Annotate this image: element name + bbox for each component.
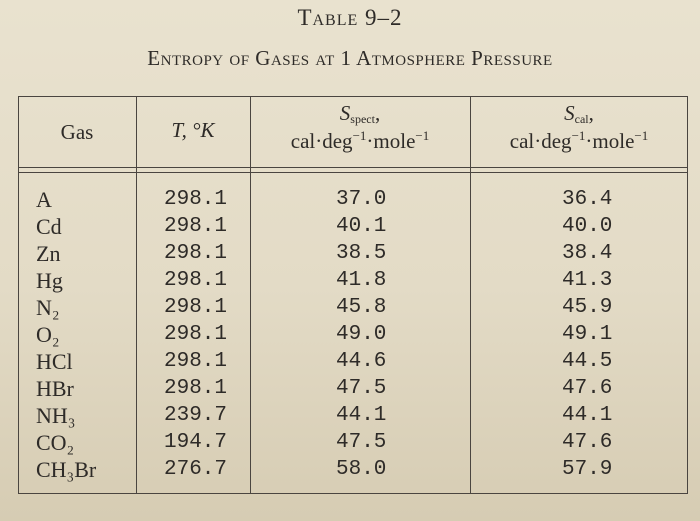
table-number: Table 9–2 [297,5,403,30]
s-cal-cell: 44.1 [562,404,613,427]
gas-cell: Zn [36,241,61,266]
header-temperature: T, °K [171,118,215,142]
s-cal-cell: 36.4 [562,188,613,211]
column-divider-2 [250,96,251,494]
s-spect-cell: 47.5 [336,377,387,400]
header-s-cal: $S_{cal}$, cal·deg$^{-1}$·mole$^{-1}$ [470,101,688,154]
temperature-cell: 276.7 [164,458,228,481]
s-spect-cell: 38.5 [336,242,387,265]
s-spect-cell: 37.0 [336,188,387,211]
s-spect-column [336,186,386,483]
gas-cell: CO₂ [36,430,75,455]
temperature-cell: 298.1 [164,377,228,400]
header-rule-bottom [18,172,688,173]
s-spect-cell: 47.5 [336,431,387,454]
s-cal-cell: 38.4 [562,242,613,265]
temperature-cell: 298.1 [164,242,228,265]
temperature-cell: 298.1 [164,350,228,373]
s-spect-cell: 45.8 [336,296,387,319]
gas-cell: CH₃Br [36,457,97,482]
temperature-cell: 298.1 [164,215,228,238]
s-cal-cell: 44.5 [562,350,613,373]
temperature-cell: 298.1 [164,323,228,346]
temperature-cell: 298.1 [164,296,228,319]
s-spect-cell: 44.6 [336,350,387,373]
s-cal-column [562,186,612,483]
gas-cell: Cd [36,214,62,239]
s-spect-cell: 40.1 [336,215,387,238]
gas-cell: HCl [36,349,73,374]
s-spect-cell: 58.0 [336,458,387,481]
s-cal-cell: 41.3 [562,269,613,292]
s-cal-cell: 49.1 [562,323,613,346]
column-divider-3 [470,96,471,494]
s-spect-cell: 41.8 [336,269,387,292]
temperature-cell: 194.7 [164,431,228,454]
gas-cell: Hg [36,268,63,293]
gas-cell: HBr [36,376,74,401]
header-s-cal-unit: cal·deg$^{-1}$·mole$^{-1}$ [509,128,649,153]
s-cal-cell: 47.6 [562,377,613,400]
gas-cell: N₂ [36,295,60,320]
s-spect-cell: 44.1 [336,404,387,427]
temperature-cell: 298.1 [164,269,228,292]
header-s-spect-symbol: S [339,101,351,125]
gas-cell: O₂ [36,322,60,347]
header-gas: Gas [60,120,94,144]
header-s-cal-symbol: S [564,101,575,125]
s-cal-cell: 47.6 [562,431,613,454]
header-s-spect-subscript: spect [350,112,375,126]
table-caption: Entropy of Gases at 1 Atmosphere Pressure [147,46,553,70]
header-s-spect-unit: cal·deg$^{-1}$·mole$^{-1}$ [290,128,430,153]
s-cal-cell: 45.9 [562,296,613,319]
s-cal-cell: 40.0 [562,215,613,238]
temperature-cell: 239.7 [164,404,228,427]
gas-cell: A [36,187,52,212]
header-s-spect: $S_{spect}$, cal·deg$^{-1}$·mole$^{-1}$ [250,101,470,154]
temperature-column [164,186,227,483]
gas-column [36,186,96,483]
header-s-cal-subscript: cal [574,112,589,126]
temperature-cell: 298.1 [164,188,228,211]
header-rule-top [18,167,688,168]
s-spect-cell: 49.0 [336,323,387,346]
gas-cell: NH₃ [36,403,76,428]
s-cal-cell: 57.9 [562,458,613,481]
column-divider-1 [136,96,137,494]
